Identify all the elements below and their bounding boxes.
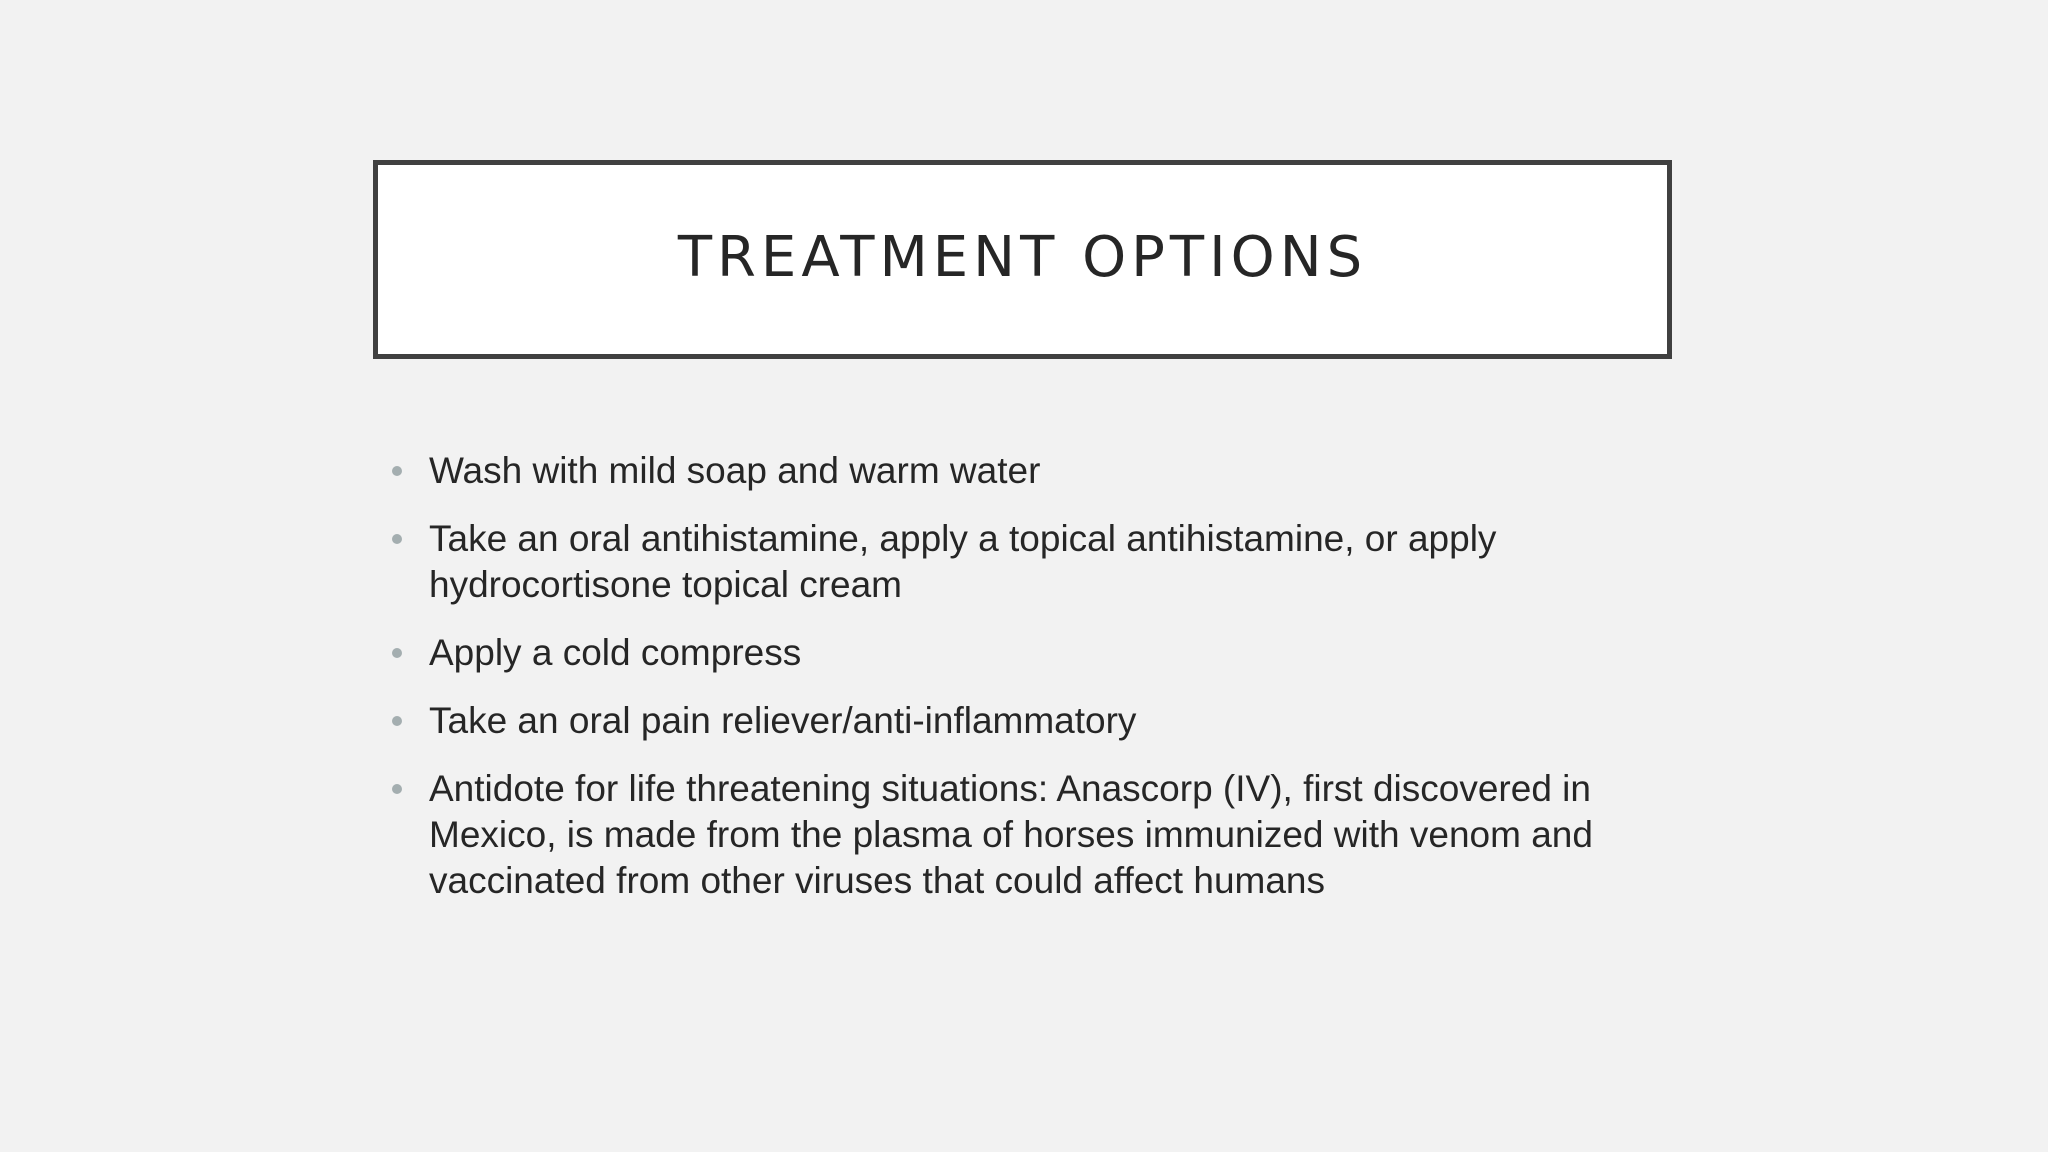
bullet-icon [392, 466, 402, 476]
bullet-text: Take an oral antihistamine, apply a topical antihistamine, or apply hydrocortisone topical cream [429, 518, 1497, 605]
bullet-icon [392, 784, 402, 794]
title-box [373, 160, 1672, 359]
bullet-item [385, 698, 1685, 744]
bullet-text: Wash with mild soap and warm water [429, 450, 1041, 491]
bullet-text: Antidote for life threatening situations: Anascorp (IV), first discovered in Mexico, is made from the plasma of horses immunized with venom and vaccinated from other viruses that could affect humans [429, 768, 1593, 901]
bullet-item [385, 448, 1685, 494]
bullet-text: Apply a cold compress [429, 632, 802, 673]
slide-title: TREATMENT OPTIONS [677, 225, 1368, 290]
bullet-icon [392, 716, 402, 726]
bullet-text: Take an oral pain reliever/anti-inflammatory [429, 700, 1137, 741]
bullet-item [385, 630, 1685, 676]
bullet-item [385, 766, 1685, 904]
bullet-icon [392, 648, 402, 658]
bullet-icon [392, 534, 402, 544]
bullet-list [385, 448, 1685, 926]
bullet-item [385, 516, 1685, 608]
